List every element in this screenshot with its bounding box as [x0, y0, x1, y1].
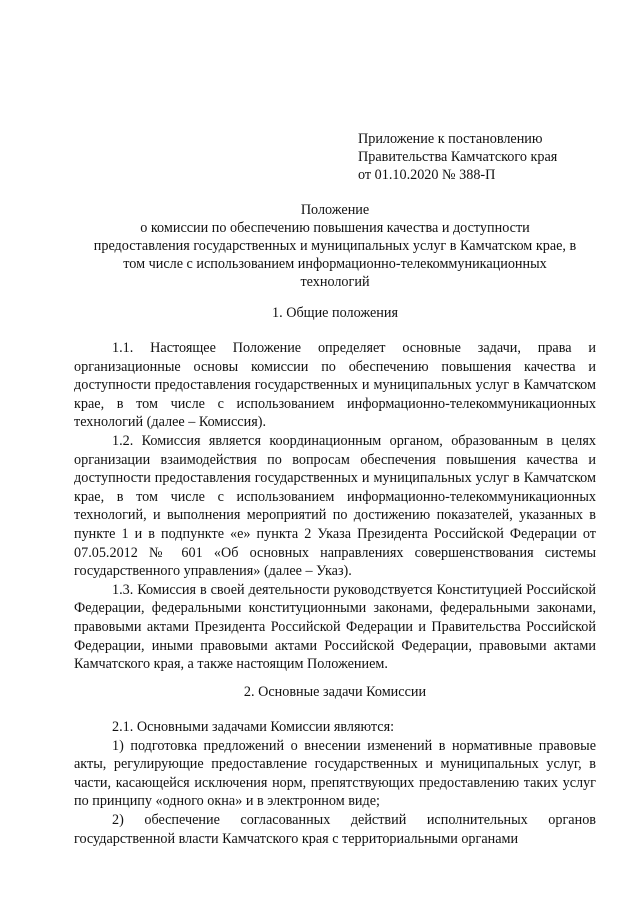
title-line-4: том числе с использованием информационно-телекоммуникационных [123, 256, 547, 272]
section-1-heading: 1. Общие положения [272, 305, 398, 321]
paragraph-1-2: 1.2. Комиссия является координационным органом, образованным в целях организации взаимодействия по вопросам обеспечения повышения качества и доступности предоставления государственных и муниципальных услуг в Камчатском крае, в том числе с использованием информационно-телекоммуникационных технологий, и выполнения мероприятий по достижению показателей, указанных в пункте 1 и в подпункте «е» пункта 2 Указа Президента Российской Федерации от 07.05.2012 № 601 «Об основных направлениях совершенствования системы государственного управления» (далее – Указ). [74, 432, 596, 580]
paragraph-1-1: 1.1. Настоящее Положение определяет основные задачи, права и организационные основы комиссии по обеспечению повышения качества и доступности предоставления государственных и муниципальных услуг в Камчатском крае, в том числе с использованием информационно-телекоммуникационных технологий (далее – Комиссия). [74, 340, 596, 431]
paragraph-2-3: 2) обеспечение согласованных действий исполнительных органов государственной власти Камчатского края с территориальными органами [74, 811, 596, 847]
title-line-1: Положение [300, 202, 370, 218]
paragraph-1-3: 1.3. Комиссия в своей деятельности руководствуется Конституцией Российской Федерации, федеральными конституционными законами, федеральными законами, правовыми актами Президента Российской Федерации и Правительства Российской Федерации, иными правовыми актами Российской Федерации, правовыми актами Камчатского края, а также настоящим Положением. [74, 581, 596, 673]
paragraph-2-2: 1) подготовка предложений о внесении изменений в нормативные правовые акты, регулирующие предоставление государственных и муниципальных услуг, в части, касающейся исключения норм, препятствующих предоставлению таких услуг по принципу «одного окна» и в электронном виде; [74, 737, 596, 810]
appendix-line-2: Правительства Камчатского края [358, 149, 558, 165]
section-2-heading: 2. Основные задачи Комиссии [243, 684, 427, 700]
section-2-body [74, 718, 596, 848]
title-line-3: предоставления государственных и муниципальных услуг в Камчатском крае, в [93, 238, 577, 254]
document-title [74, 201, 596, 291]
title-line-5: технологий [300, 274, 370, 290]
section-1-body [74, 339, 596, 674]
appendix-line-1: Приложение к постановлению [358, 131, 543, 147]
appendix-line-3: от 01.10.2020 № 388-П [358, 167, 496, 183]
appendix-header [358, 130, 618, 184]
paragraph-2-1: 2.1. Основными задачами Комиссии являются: [112, 719, 395, 735]
title-line-2: о комиссии по обеспечению повышения качества и доступности [140, 220, 530, 236]
